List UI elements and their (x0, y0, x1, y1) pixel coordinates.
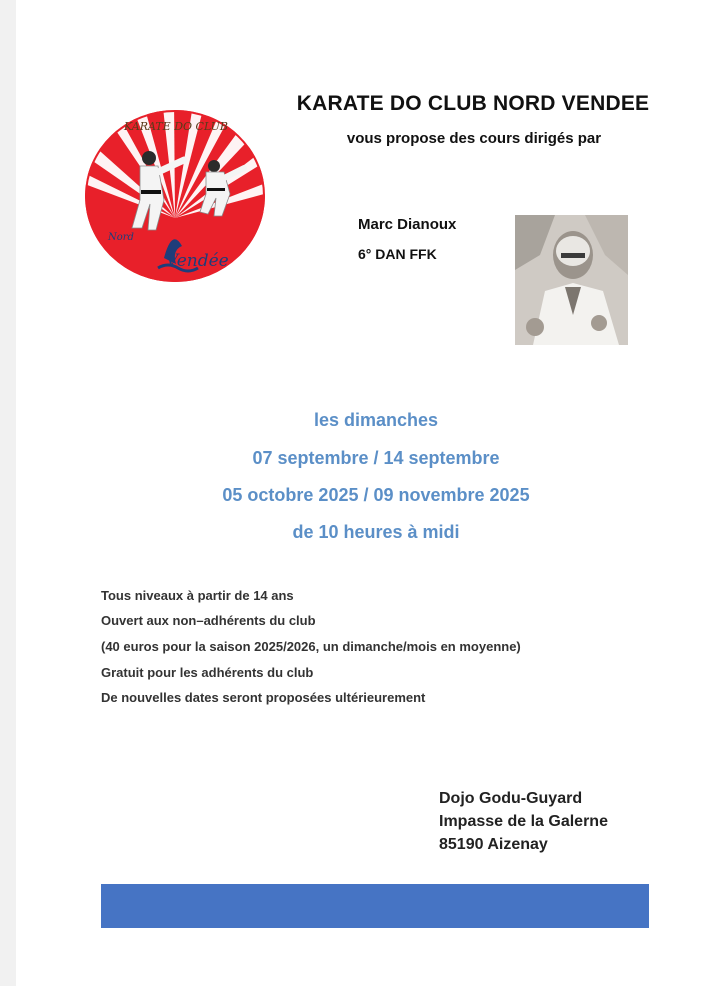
schedule-line-hours: de 10 heures à midi (292, 522, 460, 542)
logo-text-top: KARATE DO CLUB (124, 120, 229, 133)
club-subtitle: vous propose des cours dirigés par (346, 130, 602, 147)
club-logo (84, 108, 267, 284)
address-city: 85190 Aizenay (439, 836, 548, 853)
flyer-page (16, 0, 703, 986)
instructor-photo (515, 215, 628, 345)
info-line-new-dates: De nouvelles dates seront proposées ultérieurement (101, 690, 426, 705)
address-street: Impasse de la Galerne (439, 813, 608, 830)
instructor-rank: 6° DAN FFK (358, 246, 437, 262)
footer-bar (101, 884, 649, 928)
logo-text-vendee: Vendée (166, 251, 229, 271)
schedule-line-oct-nov: 05 octobre 2025 / 09 novembre 2025 (222, 485, 530, 505)
info-line-levels: Tous niveaux à partir de 14 ans (101, 588, 294, 603)
address-venue: Dojo Godu-Guyard (439, 790, 583, 807)
instructor-name: Marc Dianoux (358, 216, 457, 233)
schedule-line-days: les dimanches (313, 410, 439, 430)
info-line-open: Ouvert aux non–adhérents du club (101, 613, 316, 628)
club-title: KARATE DO CLUB NORD VENDEE (296, 92, 650, 115)
info-line-price: (40 euros pour la saison 2025/2026, un dimanche/mois en moyenne) (101, 639, 521, 654)
info-line-free: Gratuit pour les adhérents du club (101, 665, 314, 680)
logo-text-nord: Nord (108, 232, 134, 243)
schedule-line-september: 07 septembre / 14 septembre (252, 448, 500, 468)
